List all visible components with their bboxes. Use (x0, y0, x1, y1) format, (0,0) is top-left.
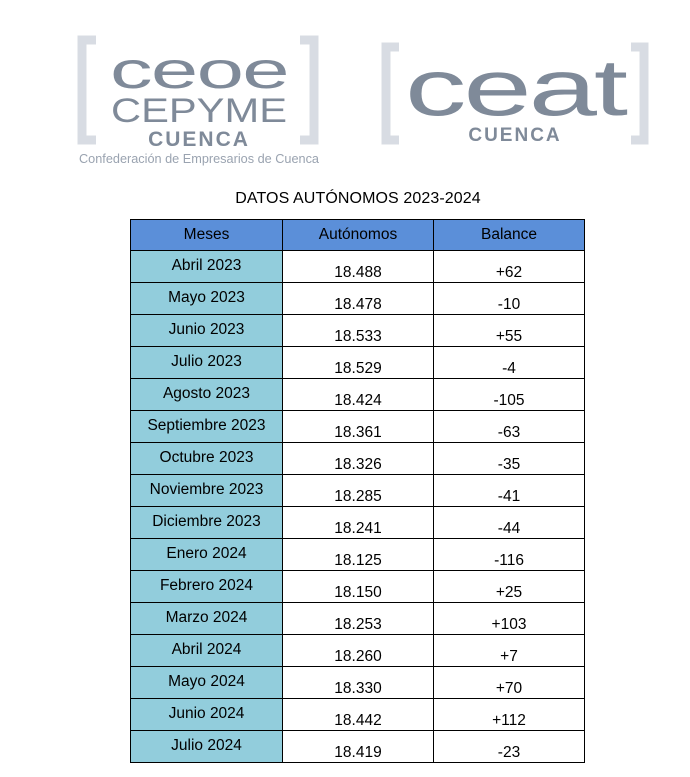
balance-cell: +55 (434, 315, 585, 347)
data-table (130, 219, 585, 763)
month-cell: Julio 2023 (131, 347, 283, 379)
table-row (131, 635, 585, 667)
table-row (131, 315, 585, 347)
balance-cell: -23 (434, 731, 585, 763)
table-row (131, 571, 585, 603)
autonomos-cell: 18.361 (283, 411, 434, 443)
autonomos-cell: 18.424 (283, 379, 434, 411)
month-cell: Mayo 2023 (131, 283, 283, 315)
table-row (131, 251, 585, 283)
autonomos-cell: 18.241 (283, 507, 434, 539)
month-cell: Mayo 2024 (131, 667, 283, 699)
table-row (131, 699, 585, 731)
balance-cell: +7 (434, 635, 585, 667)
table-row (131, 667, 585, 699)
month-cell: Febrero 2024 (131, 571, 283, 603)
autonomos-cell: 18.529 (283, 347, 434, 379)
balance-cell: +25 (434, 571, 585, 603)
month-cell: Julio 2024 (131, 731, 283, 763)
page-title: DATOS AUTÓNOMOS 2023-2024 (235, 190, 481, 207)
balance-cell: -35 (434, 443, 585, 475)
autonomos-cell: 18.253 (283, 603, 434, 635)
table-row (131, 475, 585, 507)
balance-cell: +103 (434, 603, 585, 635)
autonomos-cell: 18.330 (283, 667, 434, 699)
month-cell: Agosto 2023 (131, 379, 283, 411)
ceoe-logo-tagline: Confederación de Empresarios de Cuenca (79, 152, 320, 166)
autonomos-cell: 18.125 (283, 539, 434, 571)
balance-cell: +112 (434, 699, 585, 731)
table-row (131, 411, 585, 443)
balance-cell: -10 (434, 283, 585, 315)
balance-cell: -105 (434, 379, 585, 411)
autonomos-cell: 18.285 (283, 475, 434, 507)
ceat-logo-line2: CUENCA (468, 125, 562, 146)
table-row (131, 603, 585, 635)
table-row (131, 379, 585, 411)
table-row (131, 539, 585, 571)
month-cell: Junio 2024 (131, 699, 283, 731)
table-header-row (131, 220, 585, 251)
table-row (131, 347, 585, 379)
column-header-meses: Meses (131, 220, 283, 251)
balance-cell: -116 (434, 539, 585, 571)
column-header-autonomos: Autónomos (283, 220, 434, 251)
autonomos-cell: 18.488 (283, 251, 434, 283)
autonomos-cell: 18.533 (283, 315, 434, 347)
ceoe-logo-line1: ceoe (110, 42, 288, 100)
balance-cell: -41 (434, 475, 585, 507)
column-header-balance: Balance (434, 220, 585, 251)
autonomos-cell: 18.260 (283, 635, 434, 667)
balance-cell: -4 (434, 347, 585, 379)
month-cell: Marzo 2024 (131, 603, 283, 635)
balance-cell: -44 (434, 507, 585, 539)
autonomos-cell: 18.326 (283, 443, 434, 475)
month-cell: Abril 2023 (131, 251, 283, 283)
balance-cell: -63 (434, 411, 585, 443)
table-row (131, 283, 585, 315)
balance-cell: +62 (434, 251, 585, 283)
autonomos-cell: 18.150 (283, 571, 434, 603)
table-row (131, 443, 585, 475)
month-cell: Enero 2024 (131, 539, 283, 571)
autonomos-cell: 18.442 (283, 699, 434, 731)
autonomos-cell: 18.419 (283, 731, 434, 763)
month-cell: Abril 2024 (131, 635, 283, 667)
autonomos-cell: 18.478 (283, 283, 434, 315)
balance-cell: +70 (434, 667, 585, 699)
ceat-logo (381, 42, 649, 144)
month-cell: Octubre 2023 (131, 443, 283, 475)
ceat-logo-line1: ceat (405, 43, 628, 132)
month-cell: Junio 2023 (131, 315, 283, 347)
month-cell: Septiembre 2023 (131, 411, 283, 443)
ceoe-logo-line2: CEPYME (111, 92, 287, 130)
month-cell: Diciembre 2023 (131, 507, 283, 539)
table-row (131, 731, 585, 763)
ceoe-logo-line3: CUENCA (148, 128, 250, 151)
ceoe-cepyme-logo (78, 36, 320, 168)
month-cell: Noviembre 2023 (131, 475, 283, 507)
table-row (131, 507, 585, 539)
